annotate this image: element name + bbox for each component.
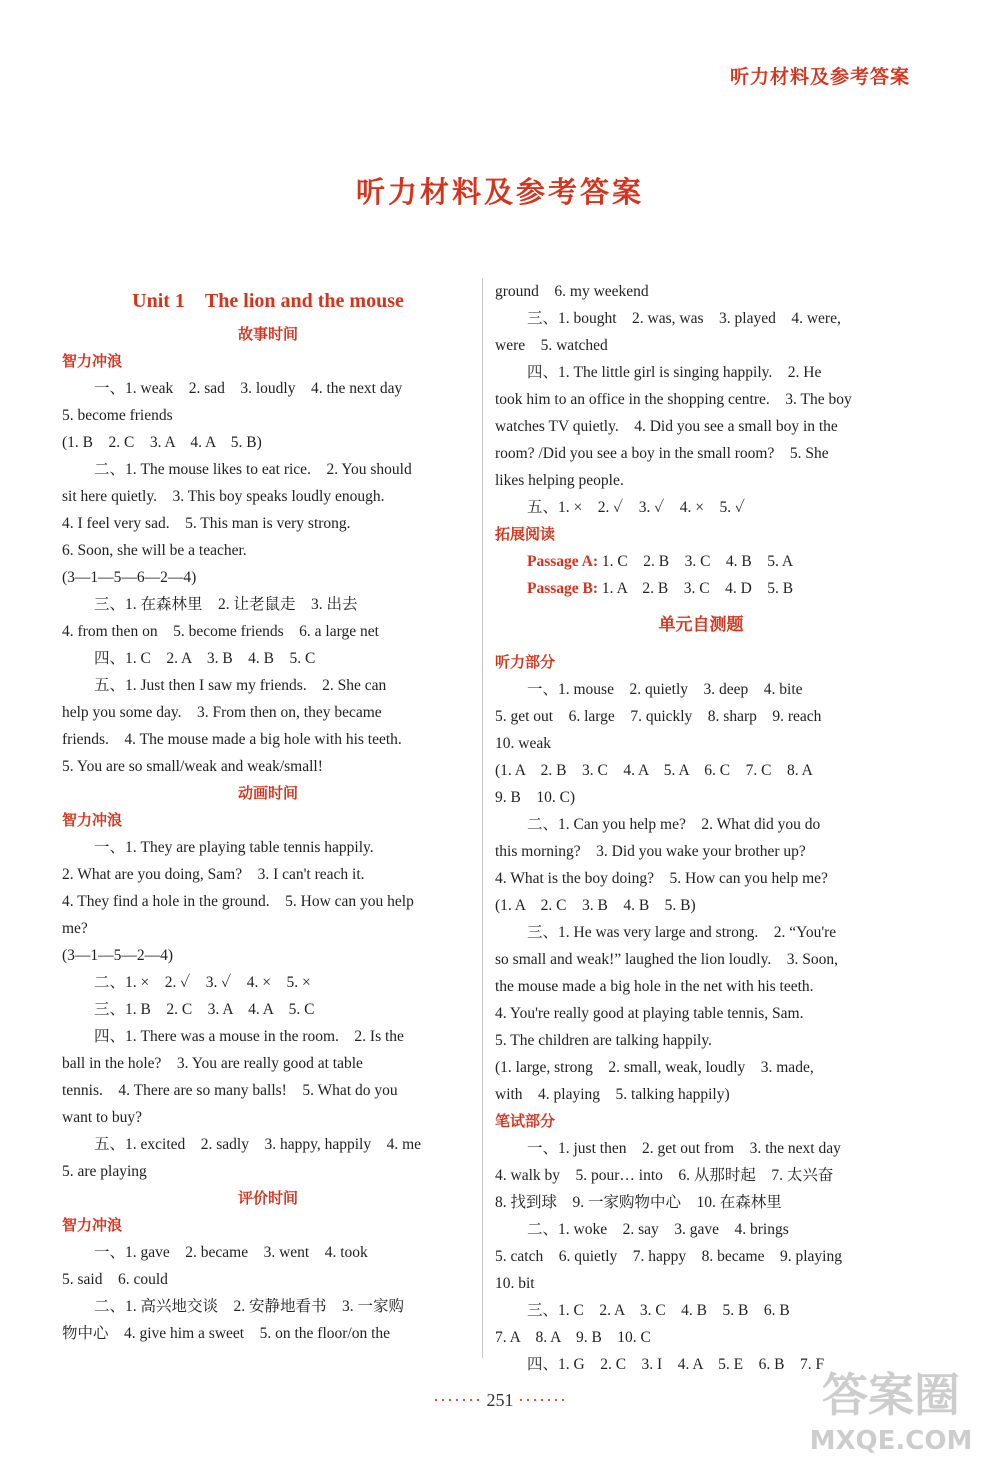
subsection-label: 智力冲浪 bbox=[62, 811, 123, 829]
answer-line: 一、1. mouse 2. quietly 3. deep 4. bite bbox=[527, 681, 803, 698]
answer-line: watches TV quietly. 4. Did you see a small boy in the bbox=[495, 418, 838, 435]
passage-answer-line bbox=[495, 575, 907, 602]
passage-label: Passage B: bbox=[527, 580, 599, 597]
answer-line: 5. You are so small/weak and weak/small! bbox=[62, 758, 323, 775]
answer-line: 二、1. woke 2. say 3. gave 4. brings bbox=[527, 1221, 789, 1238]
answer-line: 5. catch 6. quietly 7. happy 8. became 9. playing bbox=[495, 1248, 842, 1265]
answer-line: 一、1. weak 2. sad 3. loudly 4. the next day bbox=[94, 380, 403, 397]
answer-line: 2. What are you doing, Sam? 3. I can't reach it. bbox=[62, 866, 365, 883]
answer-line: (1. A 2. C 3. B 4. B 5. B) bbox=[495, 897, 696, 914]
passage-answer-line bbox=[495, 548, 907, 575]
answer-line: so small and weak!” laughed the lion loudly. 3. Soon, bbox=[495, 951, 838, 968]
watermark-logo bbox=[806, 1353, 976, 1463]
answer-line: 5. said 6. could bbox=[62, 1271, 168, 1288]
subsection-label: 拓展阅读 bbox=[495, 525, 556, 543]
answer-line: (1. large, strong 2. small, weak, loudly 3. made, bbox=[495, 1059, 814, 1076]
answer-line: 三、1. He was very large and strong. 2. “You're bbox=[527, 924, 837, 941]
column-divider bbox=[482, 278, 483, 1358]
answer-line: this morning? 3. Did you wake your brother up? bbox=[495, 843, 806, 860]
answer-line: 四、1. G 2. C 3. I 4. A 5. E 6. B 7. F bbox=[527, 1356, 825, 1373]
subsection-label: 听力部分 bbox=[495, 653, 556, 671]
answer-line: took him to an office in the shopping centre. 3. The boy bbox=[495, 391, 852, 408]
answer-line: 五、1. excited 2. sadly 3. happy, happily 4. me bbox=[94, 1136, 422, 1153]
answer-line: 5. The children are talking happily. bbox=[495, 1032, 712, 1049]
answer-line: 三、1. bought 2. was, was 3. played 4. were, bbox=[527, 310, 841, 327]
answer-line: 9. B 10. C) bbox=[495, 789, 576, 806]
page-title: 听力材料及参考答案 bbox=[355, 175, 644, 209]
answer-line: 4. You're really good at playing table tennis, Sam. bbox=[495, 1005, 804, 1022]
answer-line: (3—1—5—6—2—4) bbox=[62, 569, 197, 586]
answer-line: 一、1. just then 2. get out from 3. the next day bbox=[527, 1140, 841, 1157]
answer-line: me? bbox=[62, 920, 88, 937]
answer-line: the mouse made a big hole in the net with his teeth. bbox=[495, 978, 814, 995]
answer-line: tennis. 4. There are so many balls! 5. What do you bbox=[62, 1082, 398, 1099]
answer-line: 二、1. 高兴地交谈 2. 安静地看书 3. 一家购 bbox=[94, 1298, 405, 1315]
subsection-label: 笔试部分 bbox=[495, 1112, 556, 1130]
answer-line: 二、1. × 2. ✓ 3. ✓ 4. × 5. × bbox=[94, 974, 311, 991]
answer-line: ground 6. my weekend bbox=[495, 283, 649, 300]
answer-line: 6. Soon, she will be a teacher. bbox=[62, 542, 247, 559]
answer-line: (1. A 2. B 3. C 4. A 5. A 6. C 7. C 8. A bbox=[495, 762, 813, 779]
answer-line: 4. walk by 5. pour… into 6. 从那时起 7. 太兴奋 bbox=[495, 1167, 834, 1184]
answer-line: want to buy? bbox=[62, 1109, 143, 1126]
answer-line: friends. 4. The mouse made a big hole with his teeth. bbox=[62, 731, 402, 748]
answer-line: 4. I feel very sad. 5. This man is very strong. bbox=[62, 515, 351, 532]
svg-text:答案圈: 答案圈 bbox=[822, 1368, 960, 1422]
answer-line: 7. A 8. A 9. B 10. C bbox=[495, 1329, 651, 1346]
answer-line: 三、1. C 2. A 3. C 4. B 5. B 6. B bbox=[527, 1302, 790, 1319]
answer-line: 5. become friends bbox=[62, 407, 173, 424]
subsection-label: 智力冲浪 bbox=[62, 1216, 123, 1234]
answer-line: ball in the hole? 3. You are really good at table bbox=[62, 1055, 363, 1072]
footer-dots-left: ······· bbox=[433, 1390, 482, 1410]
svg-text:MXQE.COM: MXQE.COM bbox=[809, 1426, 973, 1456]
answer-line: 四、1. C 2. A 3. B 4. B 5. C bbox=[94, 650, 316, 667]
page-number: 251 bbox=[486, 1390, 514, 1410]
answer-line: 8. 找到球 9. 一家购物中心 10. 在森林里 bbox=[495, 1194, 782, 1211]
passage-label: Passage A: bbox=[527, 553, 599, 570]
unit-heading: Unit 1 The lion and the mouse bbox=[132, 290, 404, 312]
answer-line: 物中心 4. give him a sweet 5. on the floor/on the bbox=[62, 1325, 391, 1342]
answer-line: (1. B 2. C 3. A 4. A 5. B) bbox=[62, 434, 262, 451]
answer-line: 二、1. Can you help me? 2. What did you do bbox=[527, 816, 821, 833]
left-column bbox=[62, 278, 474, 1347]
answer-line: 五、1. × 2. ✓ 3. ✓ 4. × 5. ✓ bbox=[527, 499, 745, 516]
answer-line: 四、1. The little girl is singing happily. 2. He bbox=[527, 364, 822, 381]
answer-line: were 5. watched bbox=[495, 337, 608, 354]
right-column bbox=[495, 278, 907, 1378]
answer-line: 5. get out 6. large 7. quickly 8. sharp 9. reach bbox=[495, 708, 822, 725]
answer-line: 一、1. They are playing table tennis happily. bbox=[94, 839, 374, 856]
subsection-label: 智力冲浪 bbox=[62, 352, 123, 370]
answer-line: 4. What is the boy doing? 5. How can you help me? bbox=[495, 870, 828, 887]
answer-line: 五、1. Just then I saw my friends. 2. She can bbox=[94, 677, 387, 694]
answer-line: 三、1. B 2. C 3. A 4. A 5. C bbox=[94, 1001, 315, 1018]
passage-answers: 1. C 2. B 3. C 4. B 5. A bbox=[598, 553, 794, 570]
answer-line: with 4. playing 5. talking happily) bbox=[495, 1086, 730, 1103]
section-heading: 评价时间 bbox=[237, 1189, 298, 1207]
passage-answers: 1. A 2. B 3. C 4. D 5. B bbox=[598, 580, 794, 597]
answer-line: (3—1—5—2—4) bbox=[62, 947, 174, 964]
answer-line: 二、1. The mouse likes to eat rice. 2. You should bbox=[94, 461, 412, 478]
answer-line: likes helping people. bbox=[495, 472, 624, 489]
test-heading: 单元自测题 bbox=[658, 615, 744, 635]
answer-line: 一、1. gave 2. became 3. went 4. took bbox=[94, 1244, 368, 1261]
answer-line: 四、1. There was a mouse in the room. 2. Is the bbox=[94, 1028, 404, 1045]
section-heading: 故事时间 bbox=[237, 325, 298, 343]
running-header: 听力材料及参考答案 bbox=[729, 66, 910, 88]
answer-line: 三、1. 在森林里 2. 让老鼠走 3. 出去 bbox=[94, 596, 358, 613]
section-heading: 动画时间 bbox=[237, 784, 298, 802]
answer-line: help you some day. 3. From then on, they became bbox=[62, 704, 382, 721]
answer-line: room? /Did you see a boy in the small room? 5. She bbox=[495, 445, 829, 462]
answer-line: 10. bit bbox=[495, 1275, 535, 1292]
answer-line: sit here quietly. 3. This boy speaks loudly enough. bbox=[62, 488, 385, 505]
footer-dots-right: ······· bbox=[518, 1390, 567, 1410]
answer-line: 5. are playing bbox=[62, 1163, 147, 1180]
answer-line: 4. from then on 5. become friends 6. a large net bbox=[62, 623, 379, 640]
answer-line: 4. They find a hole in the ground. 5. How can you help bbox=[62, 893, 414, 910]
answer-line: 10. weak bbox=[495, 735, 551, 752]
